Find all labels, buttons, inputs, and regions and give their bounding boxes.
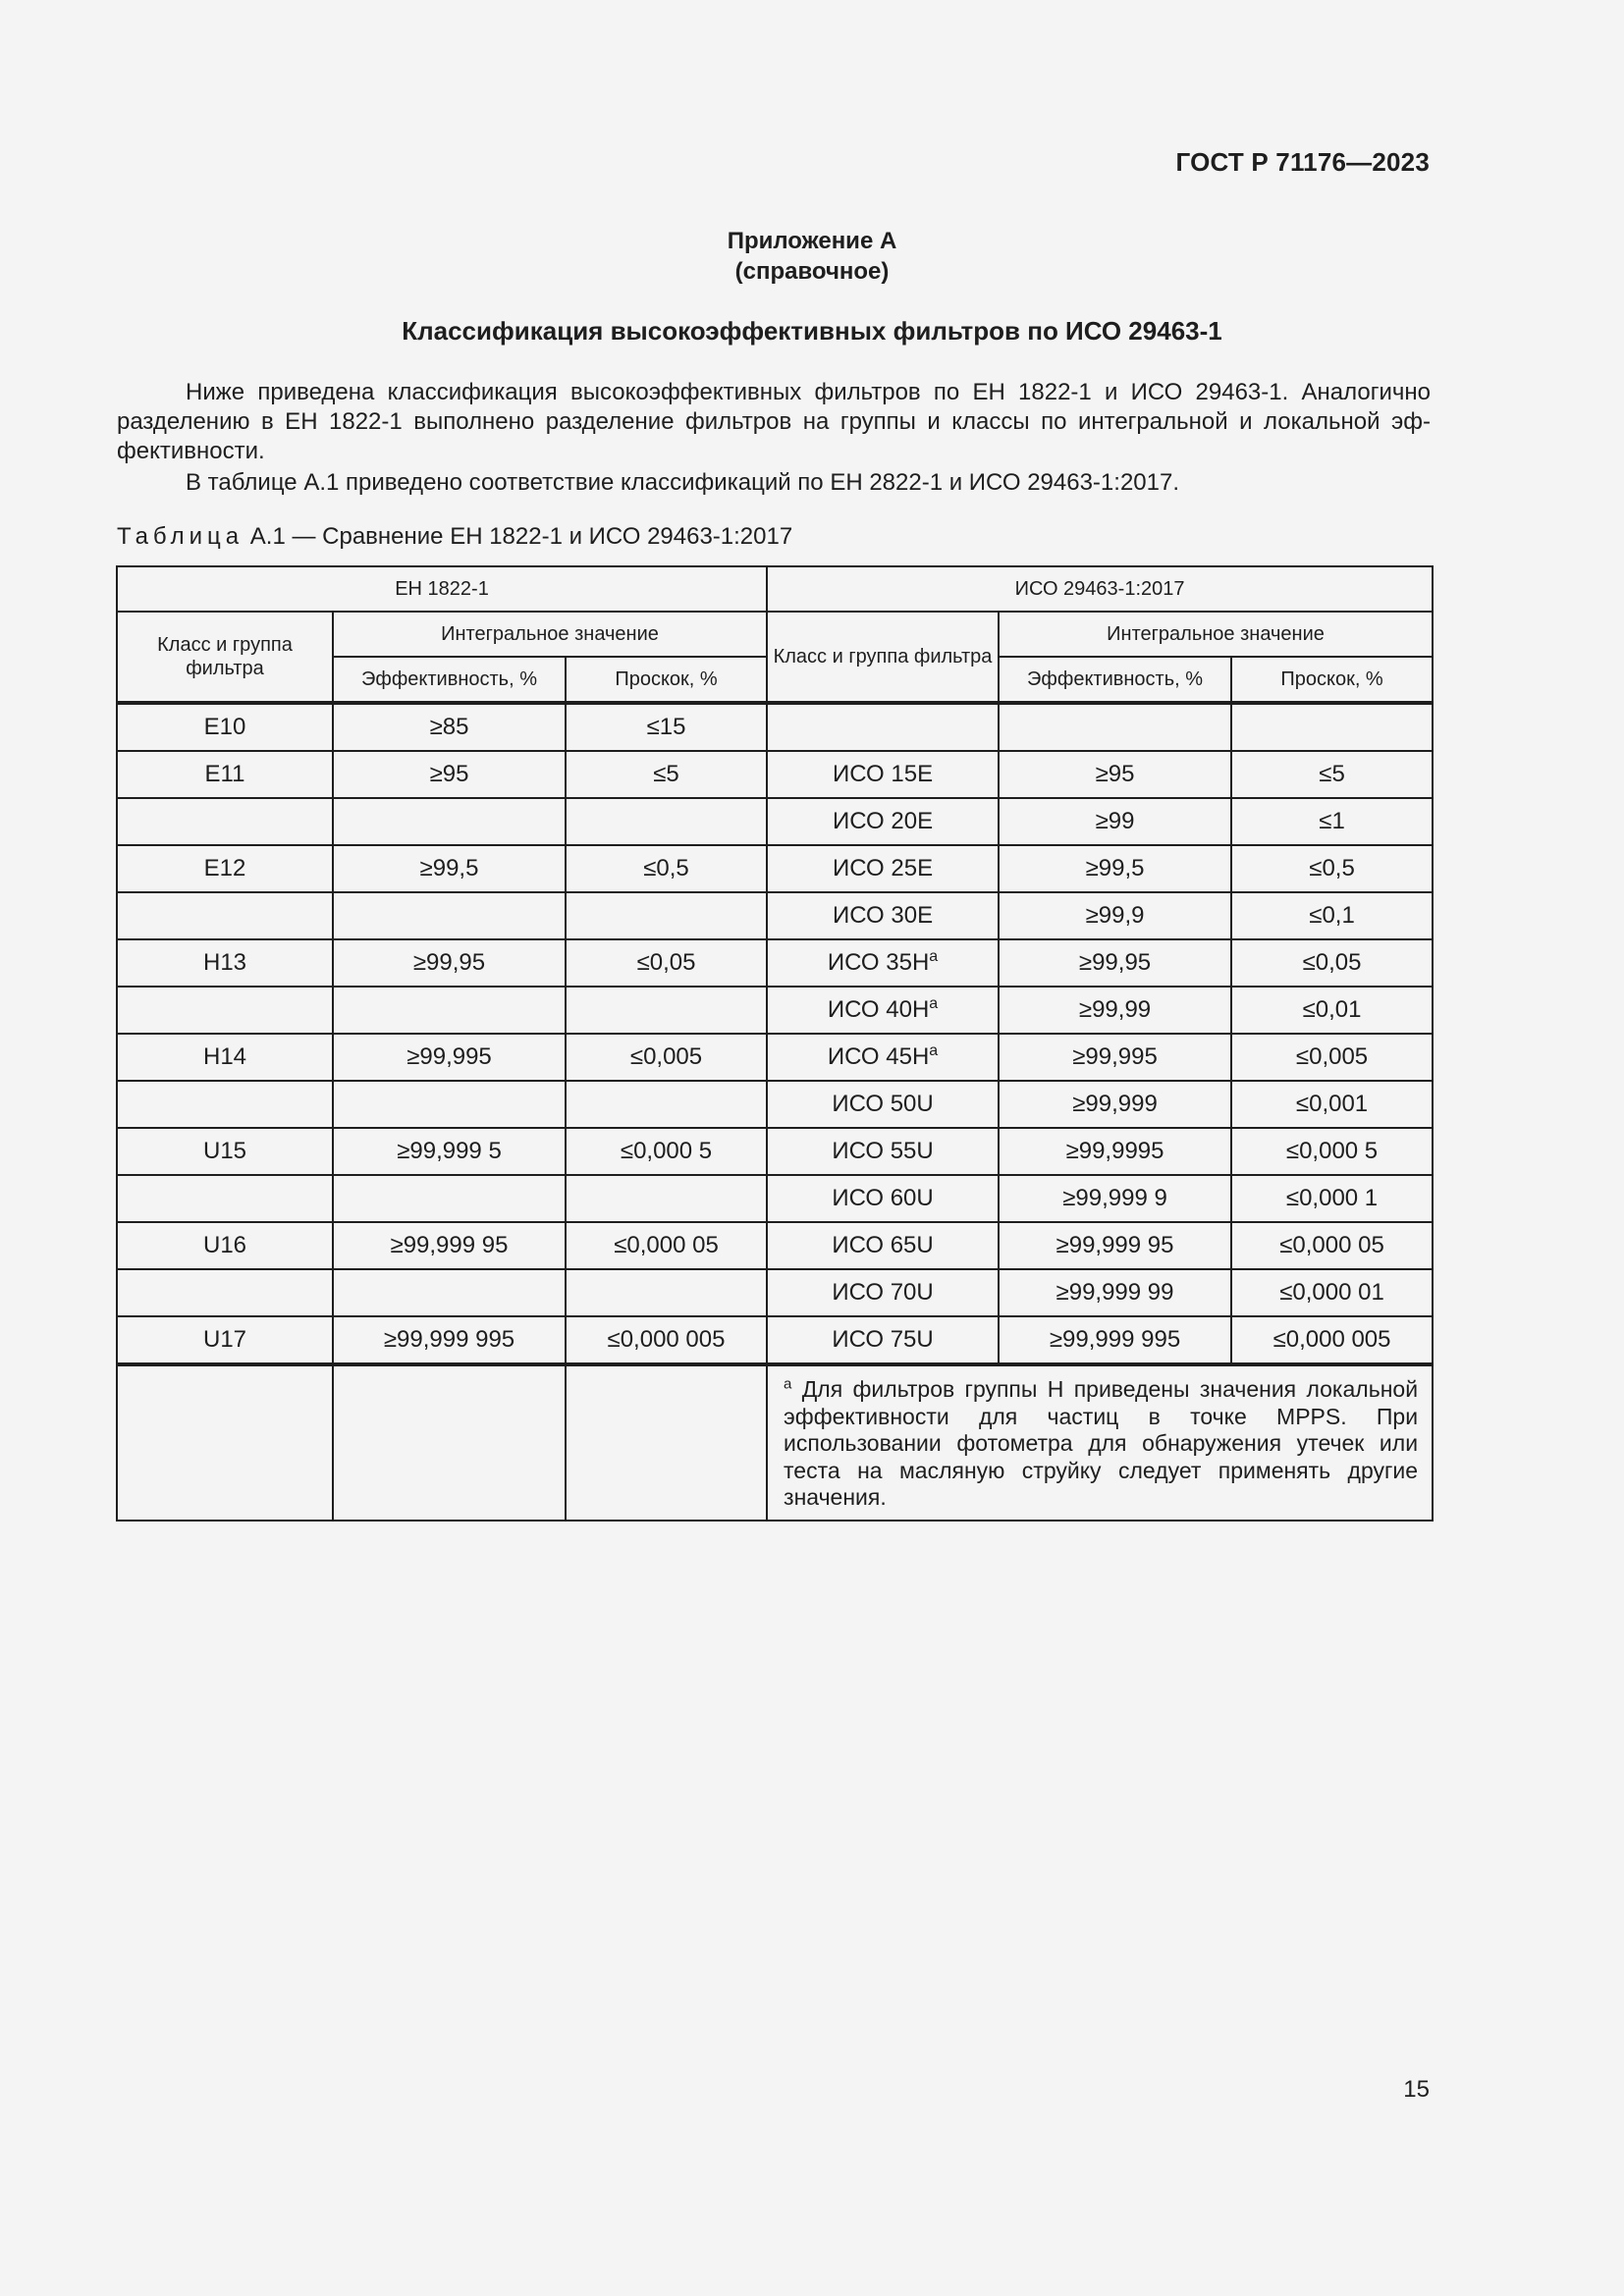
cell-en-class: U16 [117, 1222, 333, 1269]
cell-iso-efficiency: ≥99,999 95 [999, 1222, 1231, 1269]
cell-iso-efficiency: ≥99,9995 [999, 1128, 1231, 1175]
cell-iso-penetration: ≤0,000 01 [1231, 1269, 1433, 1316]
comparison-table [116, 565, 1434, 1522]
cell-iso-efficiency: ≥99,5 [999, 845, 1231, 892]
annex-title-block [0, 226, 1624, 287]
cell-en-penetration: ≤0,000 005 [566, 1316, 767, 1364]
cell-iso-class-text: ИСО 45H [827, 1043, 930, 1070]
table-row [117, 1316, 1433, 1364]
cell-en-efficiency: ≥99,999 995 [333, 1316, 566, 1364]
cell-en-efficiency [333, 987, 566, 1034]
table-row [117, 1222, 1433, 1269]
cell-en-efficiency: ≥85 [333, 703, 566, 751]
cell-iso-class [767, 1175, 999, 1222]
cell-en-class [117, 892, 333, 939]
footnote-marker: a [929, 1042, 939, 1059]
section-heading: Классификация высокоэффективных фильтров по ИСО 29463-1 [402, 316, 1222, 346]
table-row [117, 892, 1433, 939]
footnote-marker: a [929, 995, 939, 1012]
cell-iso-penetration: ≤0,1 [1231, 892, 1433, 939]
header-en-class-group: Класс и группа фильтра [117, 612, 333, 703]
cell-en-class: U15 [117, 1128, 333, 1175]
cell-en-penetration: ≤5 [566, 751, 767, 798]
table-group-header-row [117, 566, 1433, 612]
footnote-marker: a [784, 1375, 792, 1393]
cell-iso-penetration: ≤0,000 005 [1231, 1316, 1433, 1364]
table-row [117, 703, 1433, 751]
cell-en-efficiency [333, 1081, 566, 1128]
cell-en-penetration: ≤15 [566, 703, 767, 751]
cell-en-efficiency: ≥99,5 [333, 845, 566, 892]
table-caption-label: Таблица [117, 523, 244, 550]
cell-en-penetration [566, 798, 767, 845]
cell-iso-efficiency: ≥99,9 [999, 892, 1231, 939]
cell-iso-class-text: ИСО 55U [832, 1138, 934, 1164]
header-en: ЕН 1822-1 [117, 566, 767, 612]
empty-cell [566, 1364, 767, 1521]
cell-en-class: H14 [117, 1034, 333, 1081]
cell-iso-class [767, 798, 999, 845]
cell-en-efficiency: ≥99,999 5 [333, 1128, 566, 1175]
cell-en-penetration [566, 1269, 767, 1316]
cell-iso-efficiency: ≥95 [999, 751, 1231, 798]
table-caption-text: А.1 — Сравнение ЕН 1822-1 и ИСО 29463-1:2017 [244, 523, 793, 550]
cell-iso-class-text: ИСО 65U [832, 1232, 934, 1258]
header-iso-class-group: Класс и группа фильтра [767, 612, 999, 703]
cell-en-class: E12 [117, 845, 333, 892]
cell-iso-penetration: ≤0,000 05 [1231, 1222, 1433, 1269]
document-code: ГОСТ Р 71176—2023 [1175, 147, 1430, 177]
cell-iso-class-text: ИСО 40H [827, 996, 930, 1023]
cell-iso-class [767, 1269, 999, 1316]
cell-iso-class-text: ИСО 35H [827, 949, 930, 976]
cell-iso-class-text: ИСО 25E [832, 855, 934, 881]
cell-iso-class [767, 939, 999, 987]
cell-en-efficiency: ≥99,95 [333, 939, 566, 987]
cell-en-class [117, 1081, 333, 1128]
cell-iso-class-text: ИСО 30E [832, 902, 934, 929]
cell-iso-class [767, 751, 999, 798]
cell-en-efficiency: ≥99,995 [333, 1034, 566, 1081]
cell-iso-penetration: ≤0,005 [1231, 1034, 1433, 1081]
cell-en-penetration: ≤0,005 [566, 1034, 767, 1081]
header-iso-integral: Интегральное значение [999, 612, 1433, 657]
cell-iso-penetration: ≤1 [1231, 798, 1433, 845]
cell-iso-efficiency: ≥99 [999, 798, 1231, 845]
header-en-penetration: Проскок, % [566, 657, 767, 703]
table-footnote [767, 1364, 1433, 1521]
cell-en-class: E11 [117, 751, 333, 798]
table-row [117, 1081, 1433, 1128]
cell-iso-class [767, 892, 999, 939]
cell-iso-penetration: ≤0,5 [1231, 845, 1433, 892]
cell-iso-penetration: ≤0,01 [1231, 987, 1433, 1034]
cell-en-efficiency [333, 798, 566, 845]
cell-en-class [117, 1269, 333, 1316]
cell-iso-penetration: ≤0,001 [1231, 1081, 1433, 1128]
footnote-text: Для фильтров группы H приведены значения локальной эффективности для частиц в точке MPPS. При использовании фотометра для обнаружения утечек или теста на масляную струйку следует применять другие значения. [784, 1376, 1419, 1510]
cell-iso-class [767, 703, 999, 751]
cell-iso-efficiency: ≥99,999 9 [999, 1175, 1231, 1222]
cell-iso-class-text: ИСО 75U [832, 1326, 934, 1353]
cell-en-class: H13 [117, 939, 333, 987]
cell-en-efficiency [333, 1175, 566, 1222]
table-footnote-row [117, 1364, 1433, 1521]
cell-iso-class-text: ИСО 60U [832, 1185, 934, 1211]
cell-iso-efficiency: ≥99,999 99 [999, 1269, 1231, 1316]
empty-cell [333, 1364, 566, 1521]
intro-paragraph: Ниже приведена классификация высокоэффективных фильтров по ЕН 1822-1 и ИСО 29463-1. Аналогично разделению в ЕН 1822-1 выполнено разделение фильтров на группы и классы по интегральной и локальной эффективности. [117, 379, 1431, 464]
cell-en-penetration: ≤0,000 5 [566, 1128, 767, 1175]
header-iso-efficiency: Эффективность, % [999, 657, 1231, 703]
cell-en-penetration [566, 1175, 767, 1222]
cell-en-penetration: ≤0,5 [566, 845, 767, 892]
table-row [117, 798, 1433, 845]
cell-iso-class [767, 1128, 999, 1175]
page-number: 15 [1403, 2076, 1430, 2103]
cell-iso-class-text: ИСО 20E [832, 808, 934, 834]
cell-iso-class-text: ИСО 70U [832, 1279, 934, 1306]
table-row [117, 1175, 1433, 1222]
cell-iso-class [767, 845, 999, 892]
empty-cell [117, 1364, 333, 1521]
cell-en-class: U17 [117, 1316, 333, 1364]
annex-subtitle: (справочное) [734, 258, 890, 285]
table-row [117, 987, 1433, 1034]
cell-iso-penetration [1231, 703, 1433, 751]
annex-title: Приложение А [727, 228, 897, 254]
cell-iso-class [767, 1034, 999, 1081]
header-iso: ИСО 29463-1:2017 [767, 566, 1433, 612]
cell-iso-class-text: ИСО 15E [832, 761, 934, 787]
cell-iso-efficiency: ≥99,995 [999, 1034, 1231, 1081]
cell-en-efficiency: ≥95 [333, 751, 566, 798]
table-reference-paragraph: В таблице А.1 приведено соответствие классификаций по ЕН 2822-1 и ИСО 29463-1:2017. [186, 469, 1179, 496]
cell-en-penetration [566, 892, 767, 939]
cell-en-penetration: ≤0,05 [566, 939, 767, 987]
cell-en-penetration: ≤0,000 05 [566, 1222, 767, 1269]
header-en-integral: Интегральное значение [333, 612, 767, 657]
table-row [117, 1034, 1433, 1081]
cell-en-efficiency [333, 1269, 566, 1316]
cell-en-class [117, 798, 333, 845]
header-en-efficiency: Эффективность, % [333, 657, 566, 703]
cell-iso-efficiency: ≥99,999 995 [999, 1316, 1231, 1364]
cell-iso-class [767, 1081, 999, 1128]
cell-en-efficiency: ≥99,999 95 [333, 1222, 566, 1269]
header-iso-penetration: Проскок, % [1231, 657, 1433, 703]
cell-en-class [117, 987, 333, 1034]
cell-en-class: E10 [117, 703, 333, 751]
cell-iso-penetration: ≤5 [1231, 751, 1433, 798]
cell-en-penetration [566, 987, 767, 1034]
cell-en-penetration [566, 1081, 767, 1128]
cell-iso-penetration: ≤0,000 1 [1231, 1175, 1433, 1222]
cell-iso-efficiency [999, 703, 1231, 751]
footnote-marker: a [929, 948, 939, 965]
table-row [117, 845, 1433, 892]
cell-en-efficiency [333, 892, 566, 939]
cell-iso-class [767, 1222, 999, 1269]
table-row [117, 1269, 1433, 1316]
cell-iso-class [767, 1316, 999, 1364]
table-caption [117, 523, 792, 551]
table-subheader-row [117, 612, 1433, 657]
cell-iso-penetration: ≤0,000 5 [1231, 1128, 1433, 1175]
cell-iso-penetration: ≤0,05 [1231, 939, 1433, 987]
cell-iso-efficiency: ≥99,99 [999, 987, 1231, 1034]
table-row [117, 1128, 1433, 1175]
cell-iso-efficiency: ≥99,95 [999, 939, 1231, 987]
cell-iso-efficiency: ≥99,999 [999, 1081, 1231, 1128]
cell-en-class [117, 1175, 333, 1222]
cell-iso-class [767, 987, 999, 1034]
table-row [117, 939, 1433, 987]
cell-iso-class-text: ИСО 50U [832, 1091, 934, 1117]
table-row [117, 751, 1433, 798]
